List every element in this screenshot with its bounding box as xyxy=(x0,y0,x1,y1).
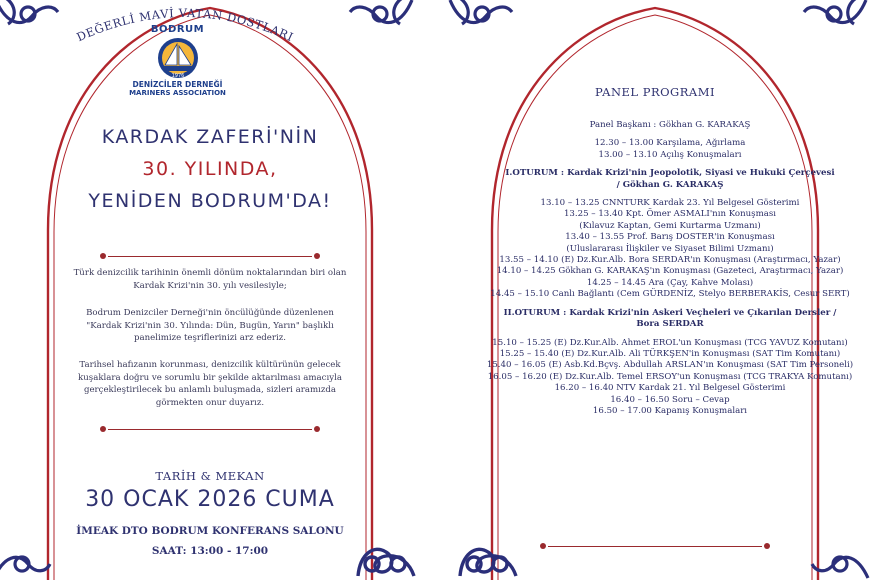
invitation-paragraph xyxy=(40,307,380,345)
program-item: 16.40 – 16.50 Soru – Cevap xyxy=(610,394,730,405)
program-item: 15.10 – 15.25 (E) Dz.Kur.Alb. Ahmet EROL'un Konuşması (TCG YAVUZ Komutanı) xyxy=(492,337,848,348)
rope-knot-ornament-icon xyxy=(800,0,870,36)
event-venue: İMEAK DTO BODRUM KONFERANS SALONU xyxy=(76,525,344,537)
paragraph-line: kuşaklara doğru ve sorumlu bir şekilde aktarılması amacıyla xyxy=(78,372,342,383)
rope-knot-ornament-icon xyxy=(352,536,418,580)
program-item: (Kılavuz Kaptan, Gemi Kurtarma Uzmanı) xyxy=(579,220,761,231)
divider xyxy=(540,542,770,550)
program-item: 12.30 – 13.00 Karşılama, Ağırlama xyxy=(594,138,746,149)
program-item: 15.25 – 15.40 (E) Dz.Kur.Alb. Ali TÜRKŞEN'in Konuşması (SAT Tim Komutanı) xyxy=(499,348,841,359)
association-logo xyxy=(125,24,230,102)
logo-name: DENİZCİLER DERNEĞİ xyxy=(132,80,223,89)
divider xyxy=(100,252,320,260)
program-item: 16.50 – 17.00 Kapanış Konuşmaları xyxy=(592,405,748,416)
program-spacer xyxy=(460,301,870,308)
event-date: 30 OCAK 2026 CUMA xyxy=(85,487,335,512)
program-spacer xyxy=(460,331,870,338)
program-item: 13.25 – 13.40 Kpt. Ömer ASMALI'nın Konuşması xyxy=(563,209,777,220)
sailboat-logo-emblem-icon xyxy=(149,36,207,80)
paragraph-line: Bodrum Denizciler Derneği'nin öncülüğünde düzenlenen xyxy=(86,308,334,318)
program-item: 14.10 – 14.25 Gökhan G. KARAKAŞ'ın Konuşması (Gazeteci, Araştırmacı, Yazar) xyxy=(496,266,844,277)
program-item: (Uluslararası İlişkiler ve Siyaset Bilimi Uzmanı) xyxy=(566,243,774,254)
paragraph-line: görmekten onur duyarız. xyxy=(155,397,265,408)
closing-paragraph xyxy=(40,359,380,409)
program-item: 13.00 – 13.10 Açılış Konuşmaları xyxy=(598,149,742,160)
program-list xyxy=(460,120,870,417)
program-item: 15.40 – 16.05 (E) Asb.Kd.Bçvş. Abdullah ARSLAN'ın Konuşması (SAT Tim Personeli) xyxy=(486,360,854,371)
paragraph-line: panelimize teşriflerinizi arz ederiz. xyxy=(133,333,287,344)
paragraph-line: "Kardak Krizi'nin 30. Yılında: Dün, Bugün, Yarın" başlıklı xyxy=(86,320,334,331)
program-item: 13.55 – 14.10 (E) Dz.Kur.Alb. Bora SERDAR'ın Konuşması (Araştırmacı, Yazar) xyxy=(499,255,841,266)
program-item: 13.10 – 13.25 CNNTURK Kardak 23. Yıl Belgesel Gösterimi xyxy=(540,198,800,209)
program-title: PANEL PROGRAMI xyxy=(594,85,716,99)
program-item: 16.20 – 16.40 NTV Kardak 21. Yıl Belgesel Gösterimi xyxy=(554,383,786,394)
program-item: Panel Başkanı : Gökhan G. KARAKAŞ xyxy=(589,120,751,130)
logo-year: 1976 xyxy=(171,73,184,79)
program-item: 14.25 – 14.45 Ara (Çay, Kahve Molası) xyxy=(586,277,754,288)
program-item: 16.05 – 16.20 (E) Dz.Kur.Alb. Temel ERSOY'un Konuşması (TCG TRAKYA Komutanı) xyxy=(487,371,853,382)
association-arc-text: DEĞERLİ MAVİ VATAN DOSTLARI xyxy=(74,5,296,45)
intro-paragraph xyxy=(40,267,380,292)
logo-city: BODRUM xyxy=(150,24,205,35)
rope-knot-ornament-icon xyxy=(446,0,516,36)
rope-knot-ornament-icon xyxy=(346,0,416,36)
program-spacer xyxy=(460,191,870,198)
invitation-cover-page xyxy=(0,0,420,580)
session-heading: I.OTURUM : Kardak Krizi'nin Jeopolotik, Siyasi ve Hukuki Çerçevesi xyxy=(505,168,835,179)
rope-knot-ornament-icon xyxy=(0,0,62,36)
paragraph-line: gerçekleştirilecek bu anlamlı buluşmada, sizleri aramızda xyxy=(83,385,337,396)
divider xyxy=(100,425,320,433)
program-item: 14.45 – 15.10 Canlı Bağlantı (Cem GÜRDENİZ, Stelyo BERBERAKİS, Cesur SERT) xyxy=(490,289,850,300)
session-heading: Bora SERDAR xyxy=(636,319,704,330)
paragraph-line: Kardak Krizi'nin 30. yılı vesilesiyle; xyxy=(133,280,287,291)
paragraph-line: Tarihsel hafızanın korunması, denizcilik kültürünün gelecek xyxy=(79,360,341,370)
program-item: 13.40 – 13.55 Prof. Barış DOSTER'in Konuşması xyxy=(565,232,775,243)
headline-line-3: YENİDEN BODRUM'DA! xyxy=(88,190,332,212)
program-page xyxy=(440,0,870,580)
session-heading: II.OTURUM : Kardak Krizi'nin Askeri Veçheleri ve Çıkarılan Dersler / xyxy=(503,307,837,318)
headline-line-1: KARDAK ZAFERİ'NİN xyxy=(101,126,319,148)
program-spacer xyxy=(460,161,870,168)
rope-knot-ornament-icon xyxy=(454,536,520,580)
rope-knot-ornament-icon xyxy=(810,542,870,580)
logo-subtitle: MARINERS ASSOCIATION xyxy=(129,89,226,97)
date-venue-label: TARİH & MEKAN xyxy=(155,469,265,483)
event-time: SAAT: 13:00 - 17:00 xyxy=(151,545,269,557)
paragraph-line: Türk denizcilik tarihinin önemli dönüm noktalarından biri olan xyxy=(73,268,347,278)
page-gutter xyxy=(420,0,440,580)
session-heading: / Gökhan G. KARAKAŞ xyxy=(616,179,724,190)
headline-line-2: 30. YILINDA, xyxy=(142,158,278,180)
